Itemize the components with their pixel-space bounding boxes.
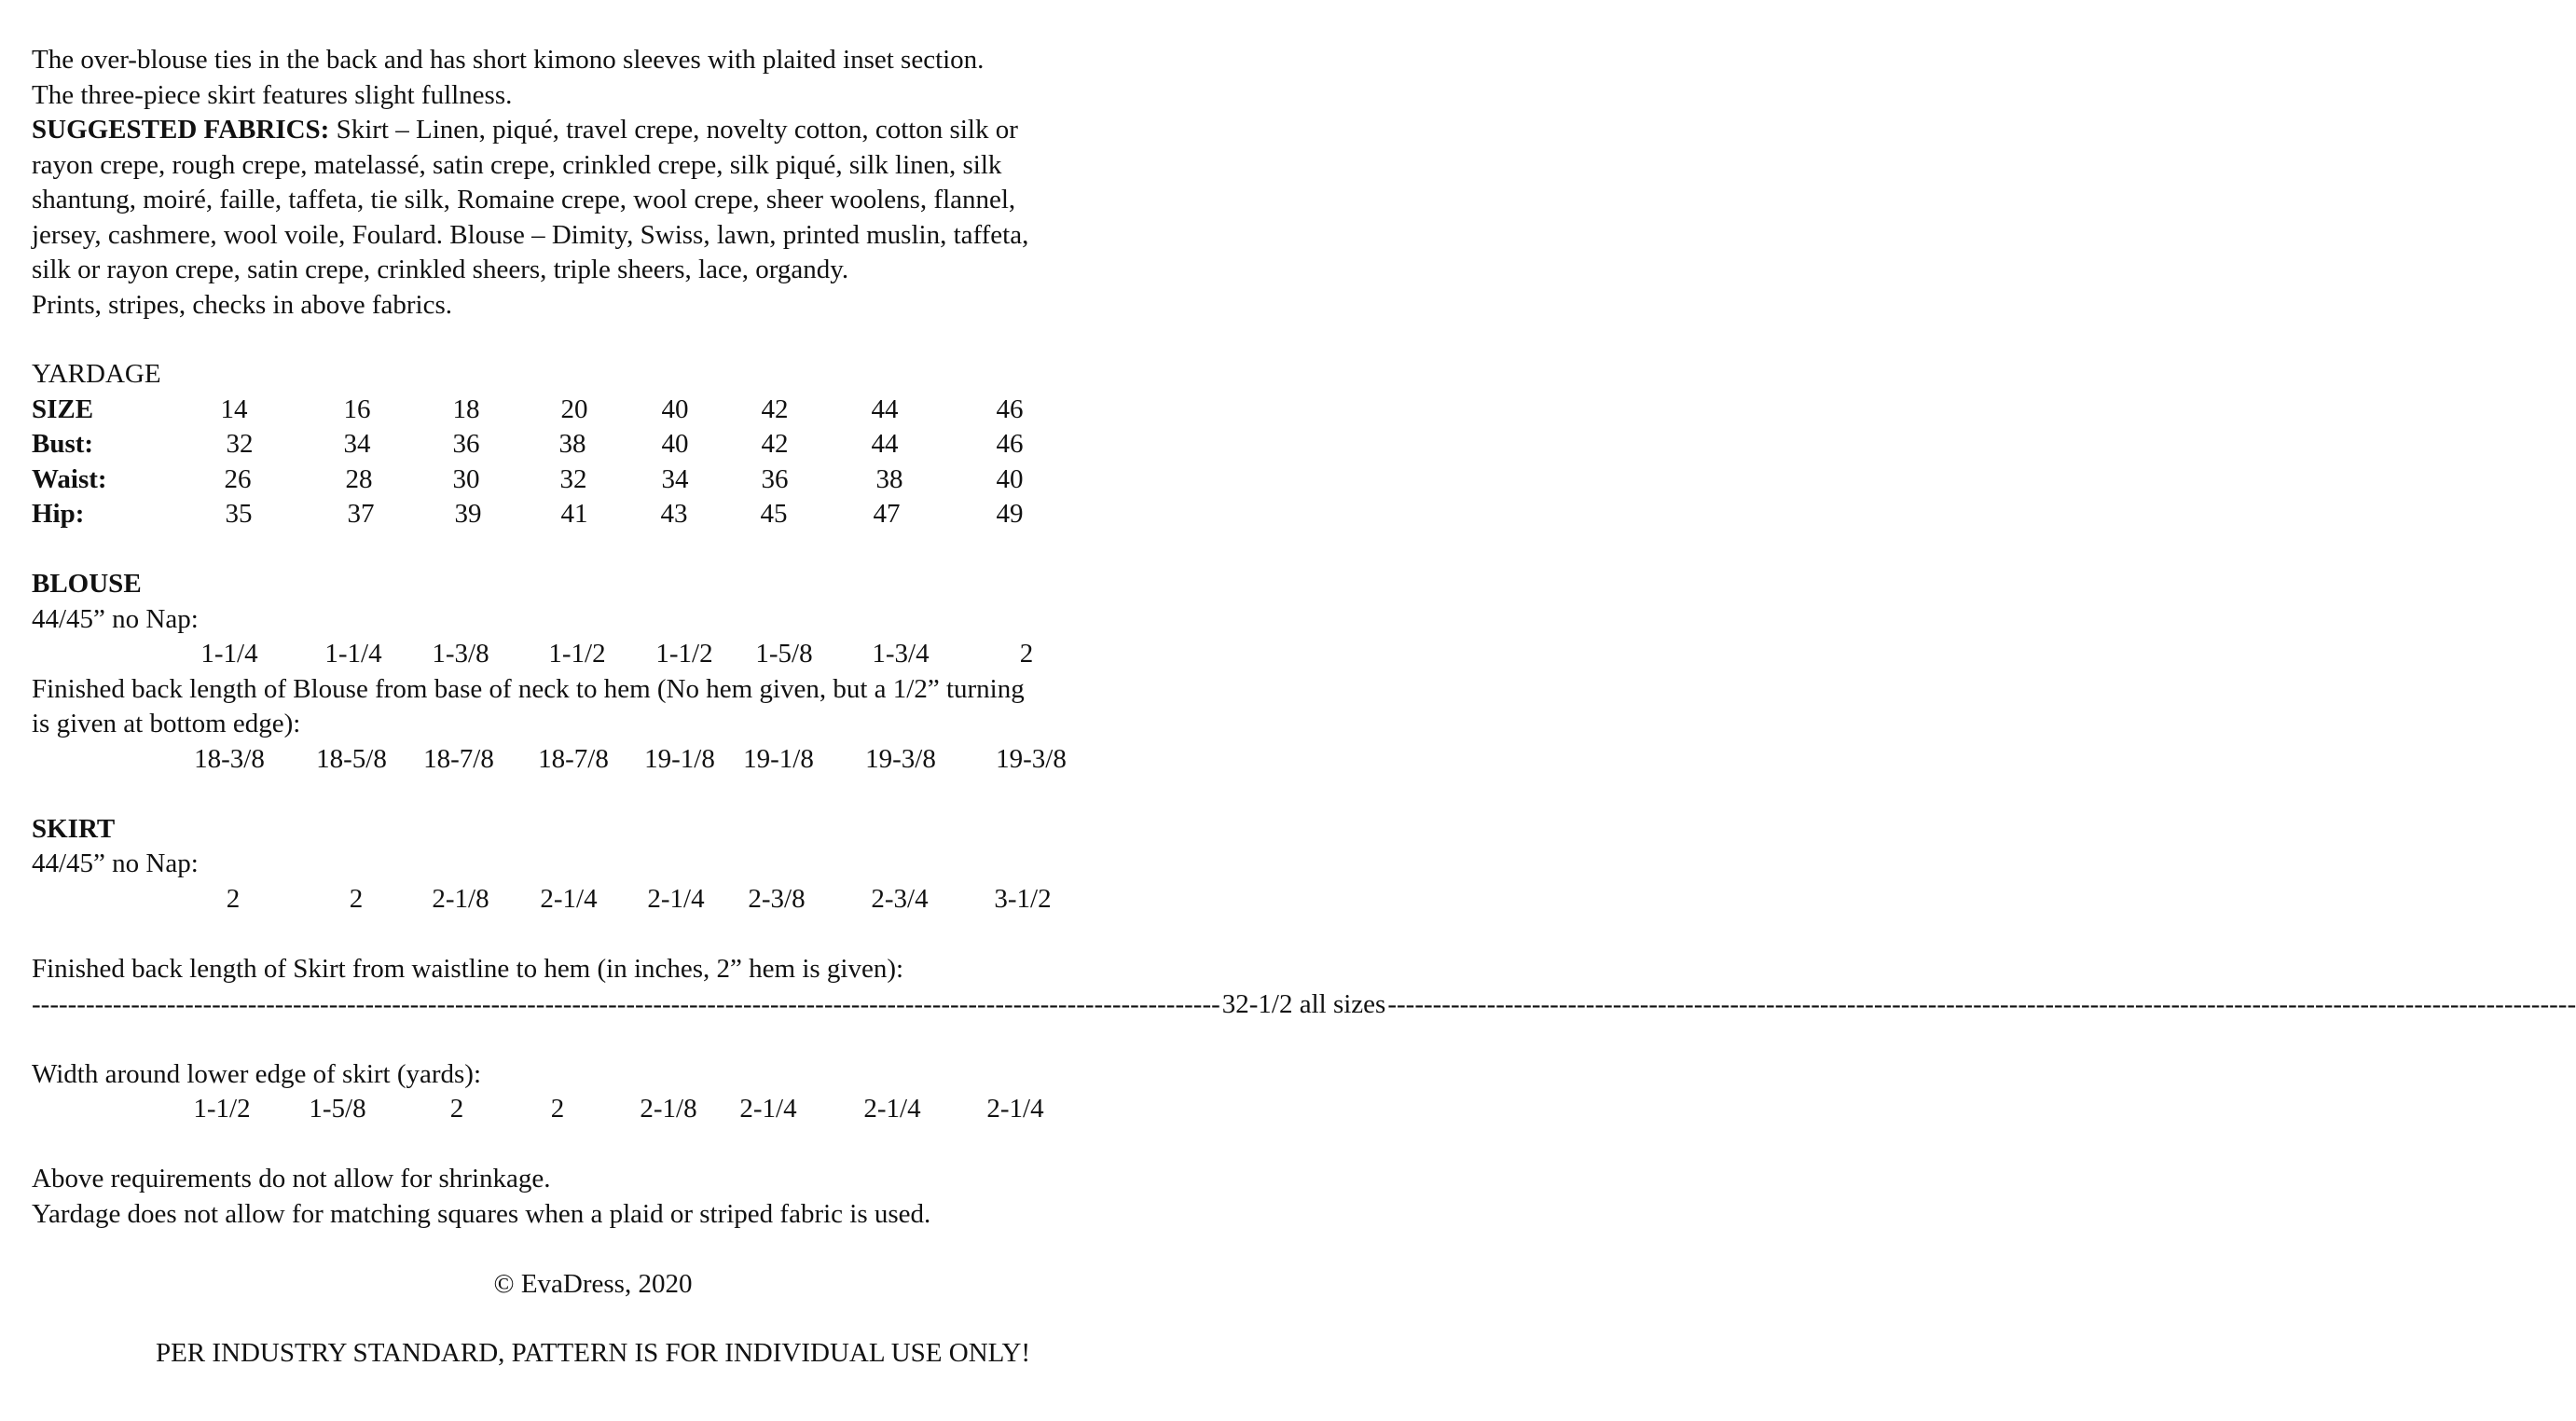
blouse-length-value: 18-7/8: [423, 744, 494, 774]
suggested-fabrics-line-4: jersey, cashmere, wool voile, Foulard. Blouse – Dimity, Swiss, lawn, printed muslin, taffeta,: [32, 220, 1029, 250]
size-value: 14: [220, 394, 248, 424]
blouse-length-line-1: Finished back length of Blouse from base of neck to hem (No hem given, but a 1/2” turning: [32, 674, 1025, 704]
blouse-yardage-value: 1-1/4: [200, 639, 258, 669]
blouse-length-value: 19-1/8: [743, 744, 814, 774]
bust-value: 40: [661, 429, 689, 459]
size-value: 42: [761, 394, 789, 424]
size-value: 18: [452, 394, 480, 424]
hip-value: 47: [873, 499, 901, 529]
blouse-length-value: 19-1/8: [644, 744, 715, 774]
skirt-yardage-value: 2-1/4: [647, 884, 705, 914]
skirt-yardage-value: 2-3/4: [871, 884, 929, 914]
hip-value: 43: [660, 499, 688, 529]
prints-note: Prints, stripes, checks in above fabrics.: [32, 290, 453, 320]
bust-value: 42: [761, 429, 789, 459]
suggested-fabrics-line-2: rayon crepe, rough crepe, matelassé, satin crepe, crinkled crepe, silk piqué, silk linen, silk: [32, 150, 1002, 180]
intro-line-1: The over-blouse ties in the back and has short kimono sleeves with plaited inset section.: [32, 45, 985, 75]
waist-value: 30: [452, 464, 480, 494]
waist-value: 40: [996, 464, 1024, 494]
blouse-yardage-value: 1-3/4: [872, 639, 930, 669]
size-value: 46: [996, 394, 1024, 424]
size-value: 16: [343, 394, 371, 424]
blouse-yardage-value: 1-3/8: [432, 639, 489, 669]
blouse-yardage-value: 1-5/8: [755, 639, 813, 669]
skirt-yardage-value: 2: [349, 884, 364, 914]
bust-value: 46: [996, 429, 1024, 459]
skirt-width-value: 1-1/2: [193, 1094, 251, 1124]
blouse-yardage-value: 1-1/2: [655, 639, 713, 669]
suggested-fabrics-text: Skirt – Linen, piqué, travel crepe, novelty cotton, cotton silk or: [329, 115, 1018, 145]
shrinkage-note: Above requirements do not allow for shrinkage.: [32, 1164, 551, 1193]
skirt-width-value: 2: [449, 1094, 464, 1124]
bust-value: 44: [871, 429, 899, 459]
hip-value: 35: [225, 499, 253, 529]
plaid-note: Yardage does not allow for matching squares when a plaid or striped fabric is used.: [32, 1199, 931, 1229]
blouse-length-value: 19-3/8: [865, 744, 936, 774]
bust-value: 36: [452, 429, 480, 459]
blouse-length-value: 19-3/8: [996, 744, 1067, 774]
skirt-width-value: 1-5/8: [309, 1094, 366, 1124]
blouse-heading: BLOUSE: [32, 569, 142, 599]
skirt-yardage-value: 2: [226, 884, 241, 914]
bust-value: 32: [226, 429, 254, 459]
waist-value: 36: [761, 464, 789, 494]
waist-value: 26: [224, 464, 252, 494]
skirt-fabric-label: 44/45” no Nap:: [32, 848, 199, 878]
size-value: 40: [661, 394, 689, 424]
usage-notice: PER INDUSTRY STANDARD, PATTERN IS FOR INDIVIDUAL USE ONLY!: [155, 1338, 1031, 1368]
waist-value: 28: [345, 464, 373, 494]
bust-value: 38: [558, 429, 586, 459]
waist-value: 38: [875, 464, 903, 494]
skirt-width-line: Width around lower edge of skirt (yards):: [32, 1059, 482, 1089]
blouse-yardage-value: 1-1/2: [548, 639, 606, 669]
suggested-fabrics-line-3: shantung, moiré, faille, taffeta, tie silk, Romaine crepe, wool crepe, sheer woolens, flannel,: [32, 185, 1016, 214]
skirt-yardage-value: 2-1/8: [432, 884, 489, 914]
hip-value: 41: [560, 499, 588, 529]
skirt-yardage-value: 2-3/8: [748, 884, 806, 914]
skirt-heading: SKIRT: [32, 814, 116, 844]
size-value: 44: [871, 394, 899, 424]
skirt-width-value: 2-1/4: [863, 1094, 921, 1124]
suggested-fabrics-line-5: silk or rayon crepe, satin crepe, crinkled sheers, triple sheers, lace, organdy.: [32, 255, 849, 284]
skirt-width-value: 2-1/8: [640, 1094, 697, 1124]
skirt-width-value: 2: [550, 1094, 565, 1124]
blouse-fabric-label: 44/45” no Nap:: [32, 604, 199, 634]
intro-line-2: The three-piece skirt features slight fullness.: [32, 80, 513, 110]
skirt-yardage-value: 2-1/4: [540, 884, 598, 914]
hip-value: 45: [760, 499, 788, 529]
yardage-title: YARDAGE: [32, 359, 161, 389]
blouse-length-value: 18-7/8: [538, 744, 609, 774]
suggested-fabrics-label: SUGGESTED FABRICS:: [32, 115, 330, 145]
copyright: © EvaDress, 2020: [493, 1269, 693, 1299]
skirt-width-value: 2-1/4: [739, 1094, 797, 1124]
skirt-yardage-value: 3-1/2: [994, 884, 1052, 914]
hip-value: 49: [996, 499, 1024, 529]
bust-value: 34: [343, 429, 371, 459]
hip-value: 39: [454, 499, 482, 529]
waist-row-label: Waist:: [32, 464, 107, 494]
bust-row-label: Bust:: [32, 429, 94, 459]
waist-value: 32: [559, 464, 587, 494]
blouse-length-value: 18-5/8: [316, 744, 387, 774]
blouse-length-value: 18-3/8: [194, 744, 265, 774]
skirt-length-all-value: 32-1/2 all sizes: [1221, 989, 1386, 1019]
skirt-width-value: 2-1/4: [986, 1094, 1044, 1124]
size-row-label: SIZE: [32, 394, 94, 424]
hip-value: 37: [347, 499, 375, 529]
hip-row-label: Hip:: [32, 499, 85, 529]
blouse-yardage-value: 2: [1019, 639, 1034, 669]
blouse-yardage-value: 1-1/4: [324, 639, 382, 669]
skirt-length-all-sizes: [32, 989, 2576, 1019]
dash-leader: ------------------------------------------------------------------------------------------------------------------------------------: [32, 989, 1220, 1019]
size-value: 20: [560, 394, 588, 424]
dash-leader: ------------------------------------------------------------------------------------------------------------------------------------: [1387, 989, 2576, 1019]
suggested-fabrics-line-1: [32, 117, 1018, 144]
skirt-length-line: Finished back length of Skirt from waistline to hem (in inches, 2” hem is given):: [32, 954, 904, 984]
waist-value: 34: [661, 464, 689, 494]
blouse-length-line-2: is given at bottom edge):: [32, 709, 301, 738]
